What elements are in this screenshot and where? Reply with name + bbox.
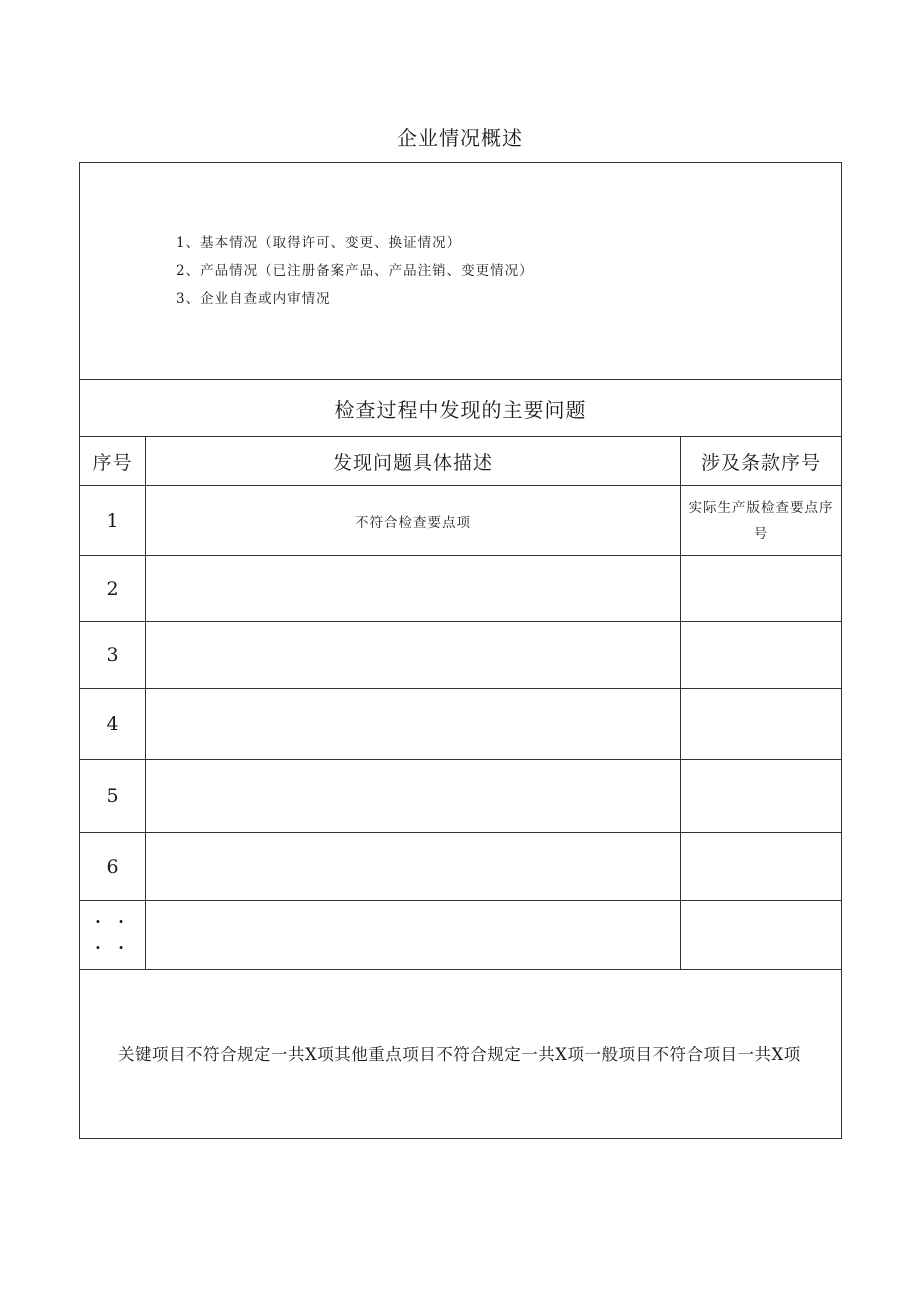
overview-item-self-audit: 3、企业自查或内审情况 [176,291,331,307]
table-row [80,901,842,970]
table-row [80,760,842,833]
row-clause[interactable] [681,689,842,760]
row-clause[interactable]: 实际生产版检查要点序号 [681,486,842,556]
row-description[interactable] [146,901,681,970]
summary-row [80,970,842,1139]
row-description[interactable]: 不符合检查要点项 [146,486,681,556]
summary-text: 关键项目不符合规定一共X项其他重点项目不符合规定一共X项一般项目不符合项目一共X项 [80,970,842,1139]
row-clause[interactable] [681,556,842,622]
table-row [80,833,842,901]
document-title: 企业情况概述 [397,126,523,150]
row-clause[interactable] [681,833,842,901]
clause-column-header: 涉及条款序号 [681,437,842,486]
issues-heading-row [80,380,842,437]
row-index: 1 [80,486,146,556]
row-description[interactable] [146,833,681,901]
table-row [80,689,842,760]
issues-heading: 检查过程中发现的主要问题 [80,380,842,437]
inspection-form-table [79,162,842,1139]
table-row [80,622,842,689]
row-clause[interactable] [681,901,842,970]
row-description[interactable] [146,556,681,622]
row-description[interactable] [146,622,681,689]
row-index: 6 [80,833,146,901]
row-index: 4 [80,689,146,760]
description-column-header: 发现问题具体描述 [146,437,681,486]
row-clause[interactable] [681,622,842,689]
row-index-ellipsis: · · · · [80,901,146,970]
row-description[interactable] [146,760,681,833]
table-row [80,556,842,622]
overview-row [80,163,842,380]
index-column-header: 序号 [80,437,146,486]
row-index: 5 [80,760,146,833]
row-description[interactable] [146,689,681,760]
overview-item-products: 2、产品情况（已注册备案产品、产品注销、变更情况） [176,263,534,279]
table-row [80,486,842,556]
column-header-row [80,437,842,486]
row-index: 2 [80,556,146,622]
row-clause[interactable] [681,760,842,833]
row-index: 3 [80,622,146,689]
overview-cell [80,163,842,380]
overview-item-basic: 1、基本情况（取得许可、变更、换证情况） [176,235,462,251]
overview-list [80,163,841,379]
